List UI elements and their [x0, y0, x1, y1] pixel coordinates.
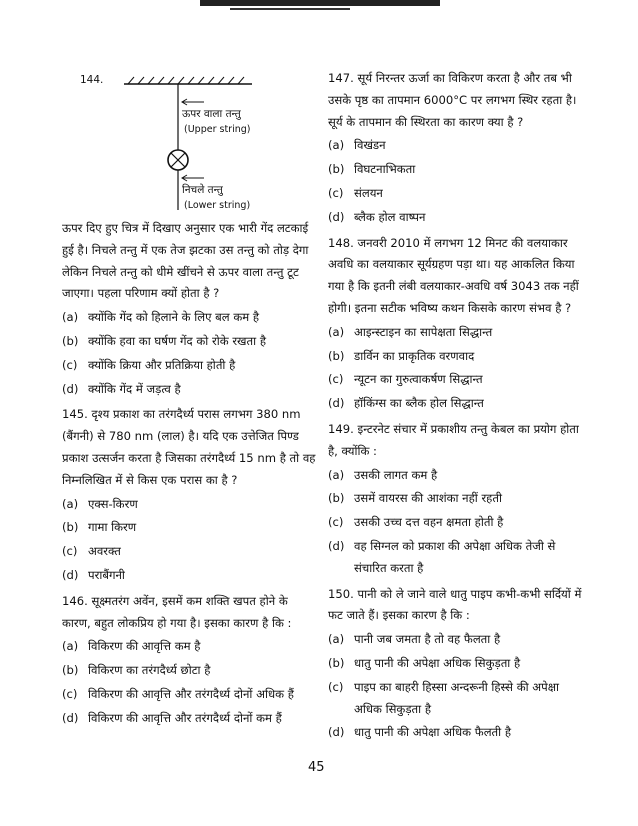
question-stem: सूक्ष्मतरंग अवेंन, इसमें कम शक्ति खपत होने के कारण, बहुत लोकप्रिय हो गया है। इसका कारण है कि : — [62, 593, 292, 630]
question-148 — [328, 233, 590, 415]
option-a[interactable]: (a) एक्स-किरण — [62, 496, 138, 511]
option-a[interactable]: (a) पानी जब जमता है तो वह फैलता है — [328, 632, 501, 647]
option-a[interactable]: (a) क्योंकि गेंद को हिलाने के लिए बल कम है — [62, 310, 260, 325]
upper-string-label: ऊपर वाला तन्तु — [182, 108, 241, 120]
question-144 — [62, 68, 320, 400]
question-stem: दृश्य प्रकाश का तरंगदैर्ध्य परास लगभग 380 nm (बैंगनी) से 780 nm (लाल) है। यदि एक उत्तेजित पिण्ड प्रकाश उत्सर्जन करता है जिसका तरंगदैर्ध्य 15 nm है तो वह निम्नलिखित में से किस एक परास का है ? — [62, 407, 316, 487]
option-b[interactable]: (b) धातु पानी की अपेक्षा अधिक सिकुड़ता है — [328, 655, 521, 670]
question-stem: इन्टरनेट संचार में प्रकाशीय तन्तु केबल का प्रयोग होता है, क्योंकि : — [328, 421, 579, 458]
question-number: 150. — [328, 586, 354, 601]
question-145 — [62, 404, 320, 586]
option-b[interactable]: (b) विकिरण का तरंगदैर्ध्य छोटा है — [62, 663, 211, 678]
lower-string-label: निचले तन्तु — [182, 184, 223, 196]
question-number: 144. — [80, 74, 104, 86]
option-a[interactable]: (a) उसकी लागत कम है — [328, 467, 438, 482]
question-number: 148. — [328, 235, 354, 250]
option-c[interactable]: (c) विकिरण की आवृत्ति और तरंगदैर्ध्य दोनों अधिक हैं — [62, 686, 294, 701]
question-number: 146. — [62, 593, 88, 608]
option-c[interactable]: (c) क्योंकि क्रिया और प्रतिक्रिया होती है — [62, 357, 236, 372]
option-c[interactable]: (c) पाइप का बाहरी हिस्सा अन्दरूनी हिस्से की अपेक्षा अधिक सिकुड़ता है — [328, 679, 560, 716]
option-b[interactable]: (b) विघटनाभिकता — [328, 162, 416, 177]
question-146 — [62, 591, 320, 730]
page-number: 45 — [308, 760, 325, 775]
question-149 — [328, 419, 590, 580]
question-number: 145. — [62, 407, 88, 422]
option-b[interactable]: (b) डार्विन का प्राकृतिक वरणवाद — [328, 348, 475, 363]
right-column — [328, 68, 590, 748]
option-d[interactable]: (d) हॉकिंग्स का ब्लैक होल सिद्धान्त — [328, 396, 484, 411]
option-c[interactable]: (c) न्यूटन का गुरुत्वाकर्षण सिद्धान्त — [328, 372, 483, 387]
option-b[interactable]: (b) क्योंकि हवा का घर्षण गेंद को रोके रखता है — [62, 333, 266, 348]
question-150 — [328, 584, 590, 745]
left-column — [62, 68, 320, 734]
option-c[interactable]: (c) अवरक्त — [62, 544, 121, 559]
question-stem: पानी को ले जाने वाले धातु पाइप कभी-कभी सर्दियों में फट जाते हैं। इसका कारण है कि : — [328, 586, 582, 623]
lower-string-label-en: (Lower string) — [184, 200, 251, 211]
question-stem: ऊपर दिए हुए चित्र में दिखाए अनुसार एक भारी गेंद लटकाई हुई है। निचले तन्तु में एक तेज झटका उस तन्तु को तोड़ देगा लेकिन निचले तन्तु को धीमे खींचने से ऊपर वाला तन्तु टूट जाएगा। पहला परिणाम क्यों होता है ? — [62, 221, 309, 301]
header-rule — [200, 0, 440, 6]
option-d[interactable]: (d) क्योंकि गेंद में जड़त्व है — [62, 381, 181, 396]
option-d[interactable]: (d) वह सिग्नल को प्रकाश की अपेक्षा अधिक तेजी से संचारित करता है — [328, 538, 556, 575]
option-a[interactable]: (a) विखंडन — [328, 138, 386, 153]
option-b[interactable]: (b) उसमें वायरस की आशंका नहीं रहती — [328, 491, 502, 506]
question-stem: सूर्य निरन्तर ऊर्जा का विकिरण करता है और तब भी उसके पृष्ठ का तापमान 6000°C पर लगभग स्थिर रहता है। सूर्य के तापमान की स्थिरता का कारण क्या है ? — [328, 71, 577, 129]
question-stem: जनवरी 2010 में लगभग 12 मिनट की वलयाकार अवधि का वलयाकार सूर्यग्रहण पड़ा था। यह आकलित किया गया है कि इतनी लंबी वलयाकार-अवधि वर्ष 3043 तक नहीं होगी। इतना सटीक भविष्य कथन किसके कारण संभव है ? — [328, 235, 579, 315]
option-d[interactable]: (d) पराबैंगनी — [62, 567, 125, 582]
header-rule-thin — [230, 8, 350, 10]
option-c[interactable]: (c) संलयन — [328, 185, 383, 200]
option-c[interactable]: (c) उसकी उच्च दत्त वहन क्षमता होती है — [328, 515, 504, 530]
question-number: 149. — [328, 421, 354, 436]
option-d[interactable]: (d) विकिरण की आवृत्ति और तरंगदैर्ध्य दोनों कम हैं — [62, 710, 282, 725]
hanging-ball-diagram — [62, 68, 320, 218]
option-d[interactable]: (d) ब्लैक होल वाष्पन — [328, 209, 426, 224]
option-a[interactable]: (a) विकिरण की आवृत्ति कम है — [62, 639, 201, 654]
option-a[interactable]: (a) आइन्स्टाइन का सापेक्षता सिद्धान्त — [328, 324, 493, 339]
question-number: 147. — [328, 71, 354, 85]
option-b[interactable]: (b) गामा किरण — [62, 520, 137, 535]
question-147 — [328, 68, 590, 229]
option-d[interactable]: (d) धातु पानी की अपेक्षा अधिक फैलती है — [328, 725, 512, 740]
upper-string-label-en: (Upper string) — [184, 124, 251, 135]
